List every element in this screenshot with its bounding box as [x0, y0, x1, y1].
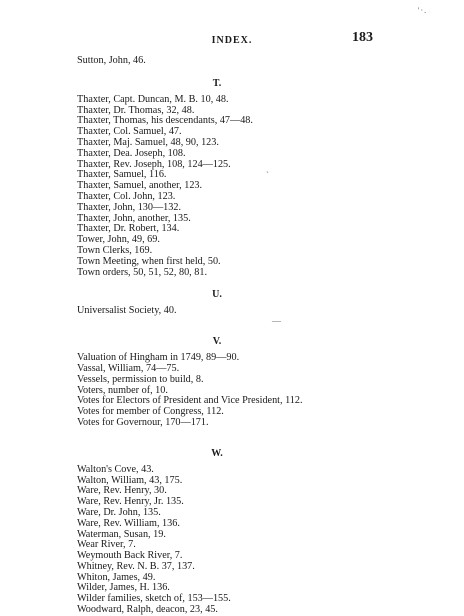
section-letter: T. — [212, 77, 222, 89]
index-entry: Walton's Cove, 43. — [77, 463, 154, 475]
running-title: INDEX. — [211, 35, 253, 46]
index-entry: Vessels, permission to build, 8. — [77, 373, 204, 385]
section-gap — [77, 317, 377, 331]
index-entry: Wilder families, sketch of, 153—155. — [77, 593, 231, 605]
stray-mark: — — [272, 316, 281, 326]
index-entry: Thaxter, Col. Samuel, 47. — [77, 126, 182, 138]
index-entry: Tower, John, 49, 69. — [77, 234, 160, 246]
index-entry: Wear River, 7. — [77, 539, 136, 551]
index-entry: Voters, number of, 10. — [77, 384, 168, 396]
section-letter: W. — [211, 447, 223, 459]
index-entry: Woodward, Ralph, deacon, 23, 45. — [77, 604, 218, 616]
index-entry: Town Meeting, when first held, 50. — [77, 255, 221, 267]
index-entry: Thaxter, John, another, 135. — [77, 212, 191, 224]
index-entry: Thaxter, Samuel, 116. — [77, 169, 167, 181]
index-entry: Universalist Society, 40. — [77, 305, 177, 317]
index-entry: Thaxter, Samuel, another, 123. — [77, 180, 203, 192]
index-entry: Weymouth Back River, 7. — [77, 550, 183, 562]
index-entry: Votes for Electors of President and Vice President, 112. — [77, 395, 303, 407]
index-entries — [77, 56, 377, 616]
index-entry: Ware, Rev. Henry, 30. — [77, 485, 167, 497]
index-entry: Votes for member of Congress, 112. — [77, 406, 224, 418]
index-entry: Valuation of Hingham in 1749, 89—90. — [77, 352, 240, 364]
corner-mark: '·. — [418, 6, 428, 15]
section-letter: U. — [212, 289, 222, 301]
index-entry: Thaxter, Dea. Joseph, 108. — [77, 147, 186, 159]
index-entry: Thaxter, Thomas, his descendants, 47—48. — [77, 115, 253, 127]
index-entry: Ware, Rev. William, 136. — [77, 517, 180, 529]
index-entry: Wilder, James, H. 136. — [77, 582, 170, 594]
index-entry: Thaxter, Rev. Joseph, 108, 124—125. — [77, 158, 231, 170]
index-entry: Votes for Governour, 170—171. — [77, 416, 209, 428]
index-entry: Ware, Dr. John, 135. — [77, 506, 161, 518]
index-entry: Thaxter, Capt. Duncan, M. B. 10, 48. — [77, 93, 229, 105]
index-entry: Waterman, Susan, 19. — [77, 528, 166, 540]
index-entry: Sutton, John, 46. — [77, 55, 146, 66]
stray-mark: ` — [266, 170, 269, 180]
index-entry: Walton, William, 43, 175. — [77, 474, 183, 486]
index-entry: Whitney, Rev. N. B. 37, 137. — [77, 560, 195, 572]
index-entry: Ware, Rev. Henry, Jr. 135. — [77, 496, 184, 508]
section-gap — [77, 429, 377, 443]
index-entry: Thaxter, Dr. Robert, 134. — [77, 223, 180, 235]
index-entry: Thaxter, Maj. Samuel, 48, 90, 123. — [77, 136, 219, 148]
index-entry: Town Clerks, 169. — [77, 244, 153, 256]
index-entry: Town orders, 50, 51, 52, 80, 81. — [77, 266, 208, 278]
page-number: 183 — [352, 30, 373, 45]
index-entry: Thaxter, Col. John, 123. — [77, 190, 176, 202]
index-entry: Whiton, James, 49. — [77, 571, 156, 583]
index-entry: Thaxter, Dr. Thomas, 32, 48. — [77, 104, 195, 116]
index-entry: Thaxter, John, 130—132. — [77, 201, 181, 213]
index-entry: Vassal, William, 74—75. — [77, 362, 180, 374]
section-letter: V. — [212, 336, 222, 348]
